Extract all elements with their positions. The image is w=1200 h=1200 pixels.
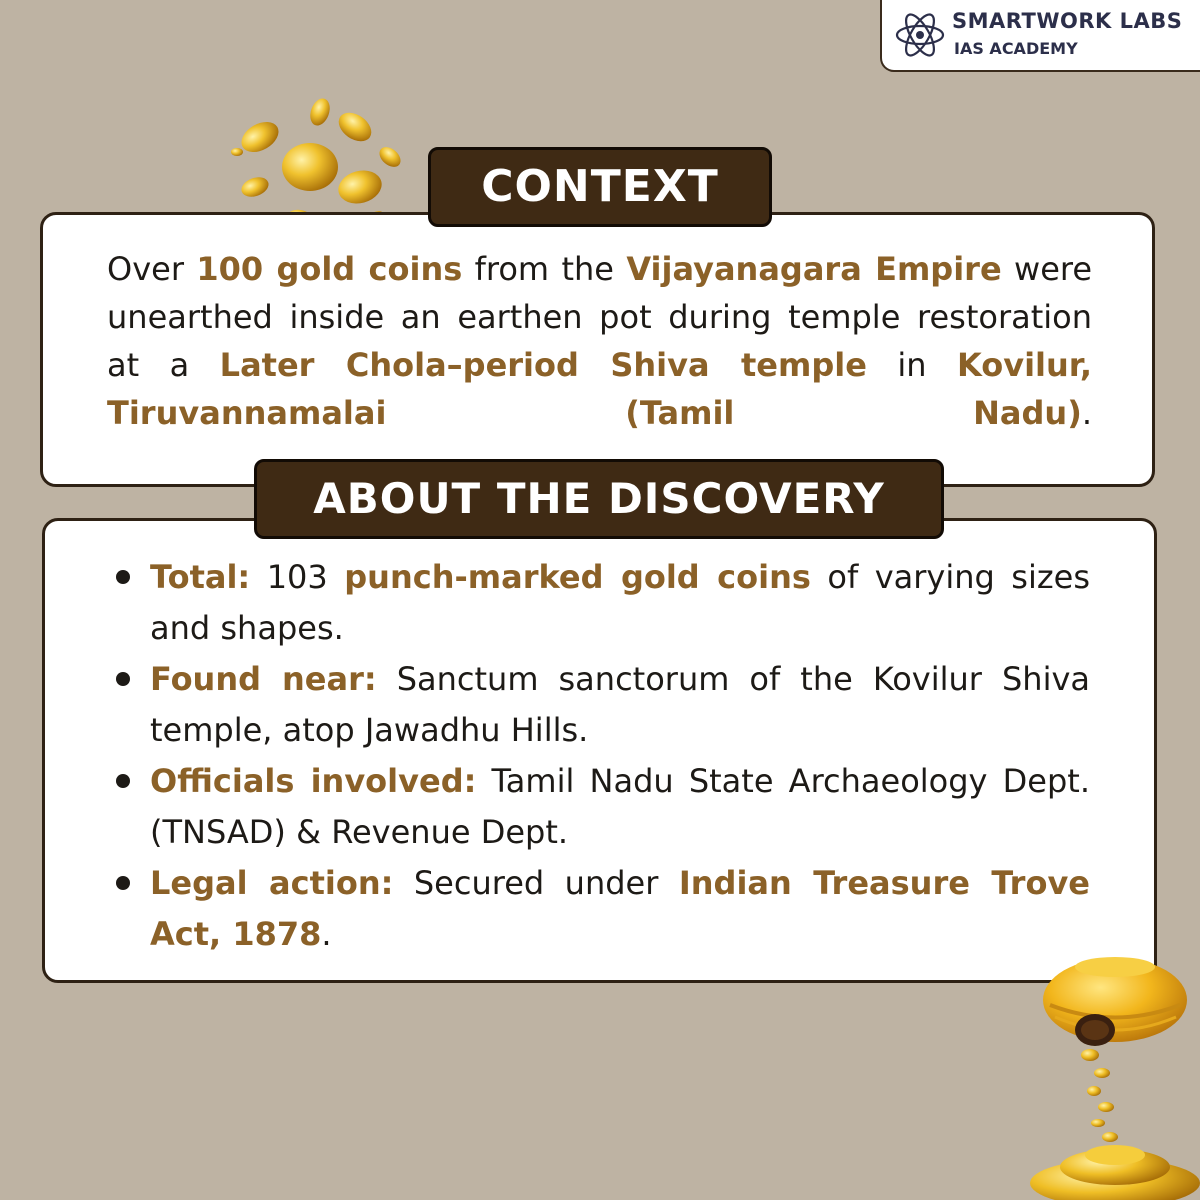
- discovery-item-text: Sanctum sanctorum of the Kovilur Shiva temple, atop Jawadhu Hills.: [150, 660, 1091, 749]
- context-highlight-text: Kovilur, Tiruvannamalai (Tamil Nadu): [107, 346, 1093, 432]
- context-highlight-text: 100 gold coins: [196, 250, 463, 288]
- bullet-icon: [116, 876, 130, 890]
- bullet-icon: [116, 672, 130, 686]
- context-highlight-text: Vijayanagara Empire: [626, 250, 1002, 288]
- context-highlight-text: Later Chola–period Shiva temple: [219, 346, 867, 384]
- discovery-item-text: Tamil Nadu State Archaeology Dept. (TNSAD) & Revenue Dept.: [150, 762, 1090, 851]
- discovery-list-item: [110, 756, 1090, 858]
- discovery-list-item: [110, 858, 1090, 960]
- gold-coins-icon: [215, 92, 415, 232]
- discovery-highlight-text: Indian Treasure Trove Act, 1878: [150, 864, 1090, 953]
- discovery-item-label: Officials involved:: [150, 762, 477, 800]
- discovery-item-label: Found near:: [150, 660, 377, 698]
- discovery-item-label: Total:: [150, 558, 251, 596]
- discovery-item-label: Legal action:: [150, 864, 394, 902]
- discovery-item-text: Secured under: [393, 864, 679, 902]
- context-text: .: [1081, 394, 1092, 432]
- context-text: from the: [462, 250, 627, 288]
- discovery-heading: ABOUT THE DISCOVERY: [254, 459, 944, 539]
- discovery-highlight-text: punch-marked gold coins: [344, 558, 811, 596]
- discovery-item-text: .: [321, 915, 332, 953]
- gold-pot-icon: [1020, 955, 1200, 1200]
- bullet-icon: [116, 774, 130, 788]
- discovery-list-item: [110, 552, 1090, 654]
- discovery-list: [110, 552, 1090, 960]
- discovery-item-text: of varying sizes and shapes.: [150, 558, 1091, 647]
- discovery-list-item: [110, 654, 1090, 756]
- context-text: Over: [107, 250, 197, 288]
- context-paragraph: [107, 245, 1092, 437]
- brand-name: SMARTWORK LABS: [952, 9, 1183, 33]
- atom-logo-icon: [894, 9, 946, 61]
- brand-subtitle: IAS ACADEMY: [954, 39, 1078, 58]
- context-heading: CONTEXT: [428, 147, 772, 227]
- bullet-icon: [116, 570, 130, 584]
- discovery-item-text: 103: [250, 558, 345, 596]
- context-text: in: [866, 346, 957, 384]
- context-text: were unearthed inside an earthen pot during temple restoration at a: [107, 250, 1093, 384]
- brand-logo: [880, 0, 1200, 72]
